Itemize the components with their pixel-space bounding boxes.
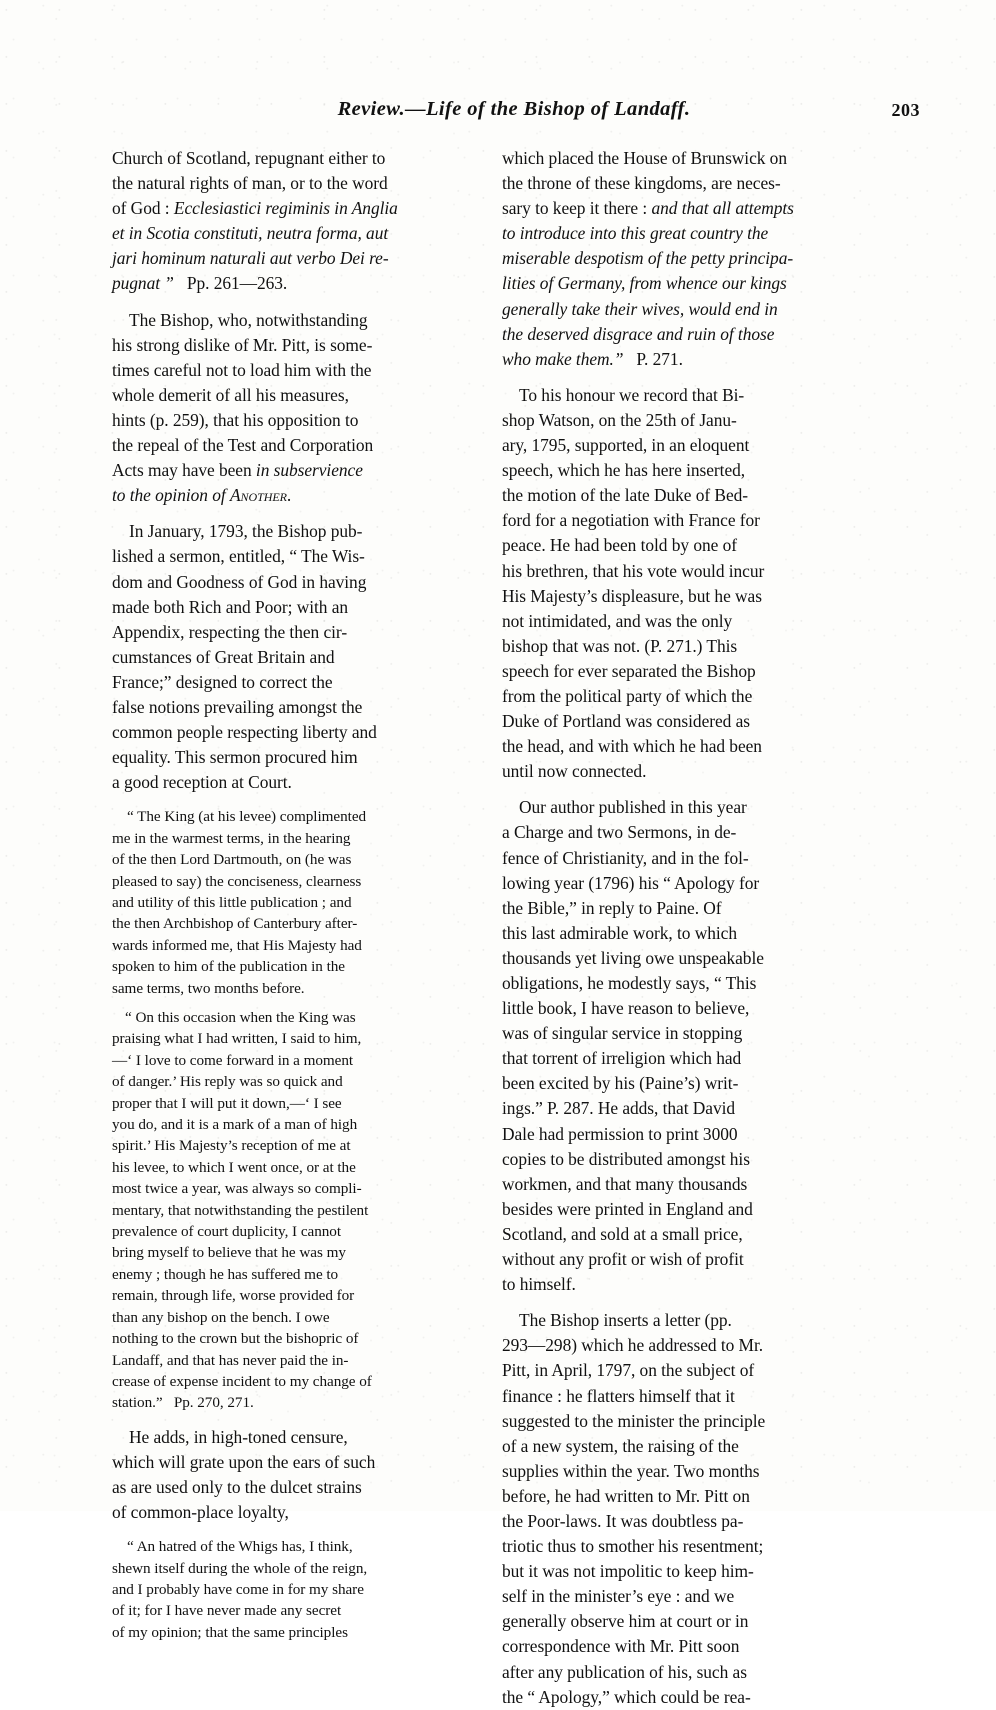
- text-line: spoken to him of the publication in the: [112, 958, 345, 976]
- text-line: a Charge and two Sermons, in de-: [502, 822, 737, 843]
- text-line: pugnat ” Pp. 261—263.: [112, 273, 288, 294]
- text-line: lities of Germany, from whence our kings: [502, 273, 787, 294]
- para-he-adds-censure: [112, 1425, 434, 1525]
- text-line: “ An hatred of the Whigs has, I think,: [127, 1538, 353, 1556]
- text-line: thousands yet living owe unspeakable: [502, 947, 764, 968]
- paragraph-spacer: [112, 508, 434, 519]
- text-line: wards informed me, that His Majesty had: [112, 936, 362, 954]
- text-line: To his honour we record that Bi-: [519, 384, 745, 405]
- text-line: remain, through life, worse provided for: [112, 1287, 355, 1305]
- text-line: prevalence of court duplicity, I cannot: [112, 1223, 341, 1241]
- text-line: ings.” P. 287. He adds, that David: [502, 1098, 736, 1119]
- text-line: generally observe him at court or in: [502, 1611, 749, 1632]
- text-line: praising what I had written, I said to him,: [112, 1030, 362, 1048]
- text-line: same terms, two months before.: [112, 979, 305, 997]
- text-line: Appendix, respecting the then cir-: [112, 621, 348, 642]
- text-line: whole demerit of all his measures,: [112, 384, 349, 405]
- text-line: miserable despotism of the petty principa-: [502, 248, 794, 269]
- text-line: equality. This sermon procured him: [112, 747, 358, 768]
- para-quote-the-king: [112, 806, 434, 999]
- text-line: The Bishop, who, notwithstanding: [129, 309, 368, 330]
- text-line: common people respecting liberty and: [112, 722, 377, 743]
- text-line: this last admirable work, to which: [502, 922, 737, 943]
- text-line: Scotland, and sold at a small price,: [502, 1223, 743, 1244]
- text-line: sary to keep it there : and that all attempts: [502, 198, 794, 219]
- text-line: than any bishop on the bench. I owe: [112, 1308, 330, 1326]
- text-line: pleased to say) the conciseness, clearness: [112, 872, 362, 890]
- text-line: In January, 1793, the Bishop pub-: [129, 521, 363, 542]
- text-line: until now connected.: [502, 761, 647, 782]
- text-line: been excited by his (Paine’s) writ-: [502, 1073, 739, 1094]
- text-line: nothing to the crown but the bishopric of: [112, 1330, 359, 1348]
- text-line: finance : he flatters himself that it: [502, 1385, 735, 1406]
- text-line: the deserved disgrace and ruin of those: [502, 323, 775, 344]
- paragraph-spacer: [112, 999, 434, 1007]
- text-line: of a new system, the raising of the: [502, 1435, 739, 1456]
- para-the-bishop-who: [112, 308, 434, 509]
- text-line: His Majesty’s displeasure, but he was: [502, 585, 762, 606]
- text-line: after any publication of his, such as: [502, 1661, 747, 1682]
- text-line: station.” Pp. 270, 271.: [112, 1394, 254, 1412]
- text-line: the “ Apology,” which could be rea-: [502, 1686, 751, 1707]
- paragraph-spacer: [502, 372, 824, 383]
- page-header-title: Review.—Life of the Bishop of Landaff.: [337, 98, 691, 120]
- text-line: France;” designed to correct the: [112, 671, 333, 692]
- text-line: his brethren, that his vote would incur: [502, 560, 765, 581]
- text-line: copies to be distributed amongst his: [502, 1148, 750, 1169]
- text-line: —‘ I love to come forward in a moment: [112, 1051, 354, 1069]
- text-line: obligations, he modestly says, “ This: [502, 973, 757, 993]
- text-column-right: [502, 146, 824, 1710]
- text-line: “ The King (at his levee) complimented: [127, 808, 367, 826]
- text-line: as are used only to the dulcet strains: [112, 1476, 362, 1497]
- text-line: the head, and with which he had been: [502, 736, 762, 757]
- text-line: of common-place loyalty,: [112, 1502, 289, 1522]
- para-bishop-inserts-letter: [502, 1308, 824, 1710]
- para-in-january-1793: [112, 519, 434, 795]
- text-line: The Bishop inserts a letter (pp.: [519, 1310, 732, 1331]
- text-line: which will grate upon the ears of such: [112, 1451, 376, 1472]
- text-line: crease of expense incident to my change of: [112, 1372, 372, 1390]
- text-line: supplies within the year. Two months: [502, 1460, 760, 1481]
- text-line: me in the warmest terms, in the hearing: [112, 829, 351, 847]
- text-line: to introduce into this great country the: [502, 223, 769, 244]
- text-line: the Bible,” in reply to Paine. Of: [502, 897, 722, 918]
- para-our-author-published: [502, 795, 824, 1297]
- para-quote-on-this-occasion: [112, 1007, 434, 1414]
- text-line: mentary, that notwithstanding the pestilent: [112, 1201, 369, 1219]
- text-line: generally take their wives, would end in: [502, 298, 778, 319]
- text-line: speech, which he has here inserted,: [502, 460, 746, 481]
- text-line: ary, 1795, supported, in an eloquent: [502, 435, 750, 456]
- text-line: 293—298) which he addressed to Mr.: [502, 1335, 764, 1356]
- text-line: the natural rights of man, or to the word: [112, 173, 388, 194]
- text-line: ford for a negotiation with France for: [502, 510, 760, 531]
- text-line: to himself.: [502, 1274, 576, 1295]
- text-line: the then Archbishop of Canterbury after-: [112, 915, 358, 933]
- text-line: you do, and it is a mark of a man of high: [112, 1116, 358, 1134]
- text-line: who make them.” P. 271.: [502, 348, 683, 369]
- paragraph-spacer: [112, 297, 434, 308]
- text-line: the throne of these kingdoms, are neces-: [502, 173, 781, 194]
- text-line: jari hominum naturali aut verbo Dei re-: [112, 248, 389, 269]
- text-line: little book, I have reason to believe,: [502, 998, 750, 1019]
- paragraph-spacer: [112, 1414, 434, 1425]
- page-number: 203: [891, 100, 920, 120]
- text-line: bring myself to believe that he was my: [112, 1244, 346, 1262]
- text-line: Our author published in this year: [519, 797, 747, 818]
- text-line: Church of Scotland, repugnant either to: [112, 148, 386, 168]
- text-line: his strong dislike of Mr. Pitt, is some-: [112, 334, 373, 355]
- paragraph-spacer: [112, 1525, 434, 1536]
- text-line: his levee, to which I went once, or at the: [112, 1158, 356, 1176]
- text-line: the Poor-laws. It was doubtless pa-: [502, 1510, 744, 1531]
- text-line: bishop that was not. (P. 271.) This: [502, 635, 738, 656]
- paragraph-spacer: [112, 795, 434, 806]
- para-church-of-scotland: [112, 146, 434, 297]
- text-line: of the then Lord Dartmouth, on (he was: [112, 851, 352, 869]
- text-line: from the political party of which the: [502, 685, 753, 706]
- text-line: Dale had permission to print 3000: [502, 1123, 738, 1144]
- text-line: He adds, in high-toned censure,: [129, 1426, 348, 1447]
- text-line: times careful not to load him with the: [112, 359, 372, 380]
- text-line: made both Rich and Poor; with an: [112, 596, 349, 617]
- text-line: the repeal of the Test and Corporation: [112, 435, 374, 456]
- text-line: proper that I will put it down,—‘ I see: [112, 1094, 342, 1112]
- para-house-of-brunswick: [502, 146, 824, 372]
- text-line: lished a sermon, entitled, “ The Wis-: [112, 546, 365, 567]
- text-line: to the opinion of Another.: [112, 485, 292, 506]
- text-line: peace. He had been told by one of: [502, 535, 737, 556]
- text-line: dom and Goodness of God in having: [112, 571, 367, 592]
- text-line: suggested to the minister the principle: [502, 1410, 766, 1431]
- text-line: without any profit or wish of profit: [502, 1249, 744, 1270]
- text-line: correspondence with Mr. Pitt soon: [502, 1636, 740, 1657]
- text-line: lowing year (1796) his “ Apology for: [502, 872, 760, 893]
- text-line: the motion of the late Duke of Bed-: [502, 485, 748, 506]
- text-line: of God : Ecclesiastici regiminis in Anglia: [112, 198, 398, 219]
- text-line: hints (p. 259), that his opposition to: [112, 409, 359, 430]
- text-line: Duke of Portland was considered as: [502, 711, 750, 732]
- text-line: of my opinion; that the same principles: [112, 1623, 348, 1641]
- text-line: speech for ever separated the Bishop: [502, 660, 756, 681]
- text-line: spirit.’ His Majesty’s reception of me at: [112, 1137, 351, 1155]
- text-line: enemy ; though he has suffered me to: [112, 1265, 339, 1283]
- text-line: workmen, and that many thousands: [502, 1173, 748, 1194]
- text-line: fence of Christianity, and in the fol-: [502, 847, 749, 868]
- text-line: et in Scotia constituti, neutra forma, aut: [112, 223, 389, 244]
- text-line: not intimidated, and was the only: [502, 610, 733, 631]
- text-line: but it was not impolitic to keep him-: [502, 1561, 754, 1582]
- text-line: triotic thus to smother his resentment;: [502, 1536, 764, 1557]
- text-line: self in the minister’s eye : and we: [502, 1586, 735, 1607]
- text-line: which placed the House of Brunswick on: [502, 148, 787, 168]
- text-line: “ On this occasion when the King was: [125, 1009, 356, 1026]
- text-column-left: [112, 146, 434, 1643]
- text-line: that torrent of irreligion which had: [502, 1048, 742, 1069]
- text-line: before, he had written to Mr. Pitt on: [502, 1485, 750, 1506]
- text-line: of it; for I have never made any secret: [112, 1602, 342, 1620]
- text-line: shop Watson, on the 25th of Janu-: [502, 409, 737, 430]
- text-line: Pitt, in April, 1797, on the subject of: [502, 1360, 755, 1381]
- text-line: false notions prevailing amongst the: [112, 696, 363, 717]
- text-line: was of singular service in stopping: [502, 1023, 743, 1044]
- para-quote-an-hatred: [112, 1536, 434, 1643]
- text-line: a good reception at Court.: [112, 772, 292, 793]
- running-head: [108, 98, 920, 132]
- paragraph-spacer: [502, 1297, 824, 1308]
- paragraph-spacer: [502, 784, 824, 795]
- text-line: cumstances of Great Britain and: [112, 646, 335, 667]
- text-line: Acts may have been in subservience: [112, 460, 363, 481]
- para-to-his-honour: [502, 383, 824, 785]
- text-line: of danger.’ His reply was so quick and: [112, 1073, 343, 1091]
- text-line: shewn itself during the whole of the reign,: [112, 1559, 368, 1577]
- text-line: Landaff, and that has never paid the in-: [112, 1351, 349, 1369]
- text-line: and I probably have come in for my share: [112, 1580, 364, 1598]
- text-line: most twice a year, was always so compli-: [112, 1180, 362, 1198]
- text-line: and utility of this little publication ; and: [112, 893, 352, 911]
- text-line: besides were printed in England and: [502, 1198, 753, 1219]
